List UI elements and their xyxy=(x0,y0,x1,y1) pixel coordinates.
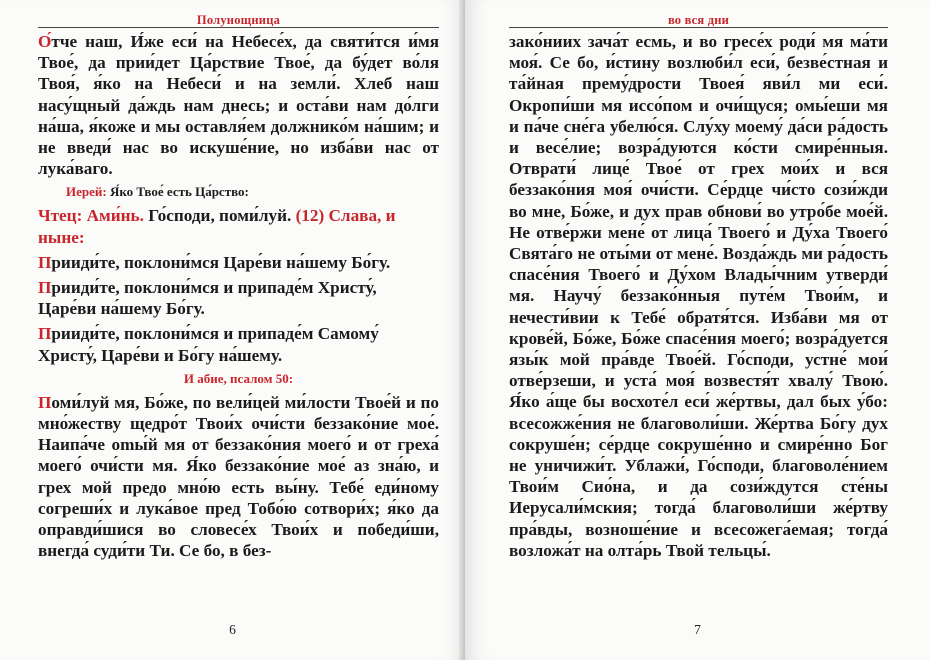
right-running-head: во вся дни xyxy=(667,13,730,27)
psalm-50-rubric: И абие, псалом 50: xyxy=(183,370,294,386)
come-let-us-worship-1 xyxy=(38,252,439,273)
right-page-text xyxy=(509,31,888,561)
psalm-50-paragraph xyxy=(38,392,439,562)
right-page xyxy=(465,0,930,660)
drop-initial: О xyxy=(38,32,52,51)
come-let-us-worship-3 xyxy=(38,323,439,365)
drop-initial: П xyxy=(38,252,52,272)
lord-have-mercy-text: Го́споди, поми́луй. xyxy=(143,206,292,226)
psalm-50-continuation: зако́ниих зача́т есмь, и во гресе́х роди́ мя ма́ти моя́. Се бо, и́стину возлюби́л еси́, безве́стная и та́йная прему́дрости Твоея́ яви́л ми еси́. Окропи́ши мя иссо́пом и очи́щуся; омы́еши мя и па́че сне́га убелю́ся. Слу́ху моему́ да́си ра́дость и весе́лие; возра́дуются ко́сти смире́нныя. Отврати́ лице́ Твое́ от грех мои́х и вся беззако́ния моя́ очи́сти. Се́рдце чи́сто сози́жди во мне, Бо́же, и дух прав обнови́ во утро́бе мое́й. Не отве́ржи мене́ от лица́ Твоего́ и Ду́ха Твоего́ Свята́го не оты́ми от мене́. Возда́ждь ми ра́дость спасе́ния Твоего́ и Ду́хом Влады́чним утверди́ мя. Научу́ беззако́нныя путе́м Твои́м, и нечести́вии к Тебе́ обратя́тся. Изба́ви мя от крове́й, Бо́же, Бо́же спасе́ния моего́; возра́дуется язы́к мой пра́вде Твое́й. Го́споди, устне́ мои́ отве́рзеши, и уста́ моя́ возвестя́т хвалу́ Твою́. Я́ко а́ще бы восхоте́л еси́ же́ртвы, дал бых у́бо: всесожже́ния не благоволи́ши. Же́ртва Бо́гу дух сокруше́н; се́рдце сокруше́нно и смире́нно Бог не уничижи́т. Ублажи́, Го́споди, благоволе́нием Твои́м Сио́на, и да сози́ждутся сте́ны Иерусали́мския; тогда́ благоволи́ши же́ртву пра́вды, возноше́ние и всесожега́емая; тогда́ возложа́т на олта́рь Твой тельцы́. xyxy=(509,32,888,560)
left-page-number: 6 xyxy=(229,622,236,637)
right-page-number: 7 xyxy=(694,622,701,637)
lords-prayer-paragraph xyxy=(38,31,439,179)
paragraph-text: рииди́те, поклони́мся и припаде́м Самому́ Христу́, Царе́ви и Бо́гу на́шему. xyxy=(38,324,379,365)
glory-rubric: (12) Слава, и ныне: xyxy=(38,206,396,247)
left-running-head: Полунощница xyxy=(196,13,281,27)
paragraph-text: оми́луй мя, Бо́же, по вели́цей ми́лости Твое́й и по мно́жеству щедро́т Твои́х очи́сти беззако́ние мое́. Наипа́че omы́й мя от беззако́ния моего́ и от греха́ моего́ очи́сти мя. Я́ко беззако́ние мое́ аз зна́ю, и грех мой предо мно́ю есть вы́ну. Тебе́ еди́ному согреши́х и лука́вое пред Тобо́ю сотвори́х; я́ко да оправди́шися во словесе́х Твои́х и победи́ши, внегда́ суди́ти Ти. Се бо, в без- xyxy=(38,392,439,561)
drop-initial: П xyxy=(38,324,52,344)
left-page-text xyxy=(38,31,439,561)
priest-rubric xyxy=(38,183,439,200)
drop-initial: П xyxy=(38,278,52,298)
drop-initial: П xyxy=(38,392,52,412)
paragraph-text: ́тче наш, И́же еси́ на Небесе́х, да святи́тся и́мя Твое́, да прии́дет Ца́рствие Твое́, да бу́дет во́ля Твоя́, я́ко на Небеси́ и на земли́. Хлеб наш насу́щный да́ждь нам днесь; и оста́ви нам до́лги на́ша, я́коже и мы оставля́ем должнико́м на́шим; и не введи́ нас во искуше́ние, но изба́ви нас от лука́ваго. xyxy=(38,32,439,179)
come-let-us-worship-2 xyxy=(38,277,439,319)
paragraph-text: рииди́те, поклони́мся и припаде́м Христу́, Царе́ви на́шему Бо́гу. xyxy=(38,278,377,319)
priest-label: Иерей: xyxy=(66,184,107,200)
priest-exclamation: Я́ко Твое́ есть Ца́рство: xyxy=(106,184,249,200)
paragraph-text: рииди́те, поклони́мся Царе́ви на́шему Бо́гу. xyxy=(51,252,391,272)
amen-text: Ами́нь. xyxy=(82,206,144,226)
reader-line xyxy=(38,205,439,247)
reader-label: Чтец: xyxy=(38,206,83,226)
